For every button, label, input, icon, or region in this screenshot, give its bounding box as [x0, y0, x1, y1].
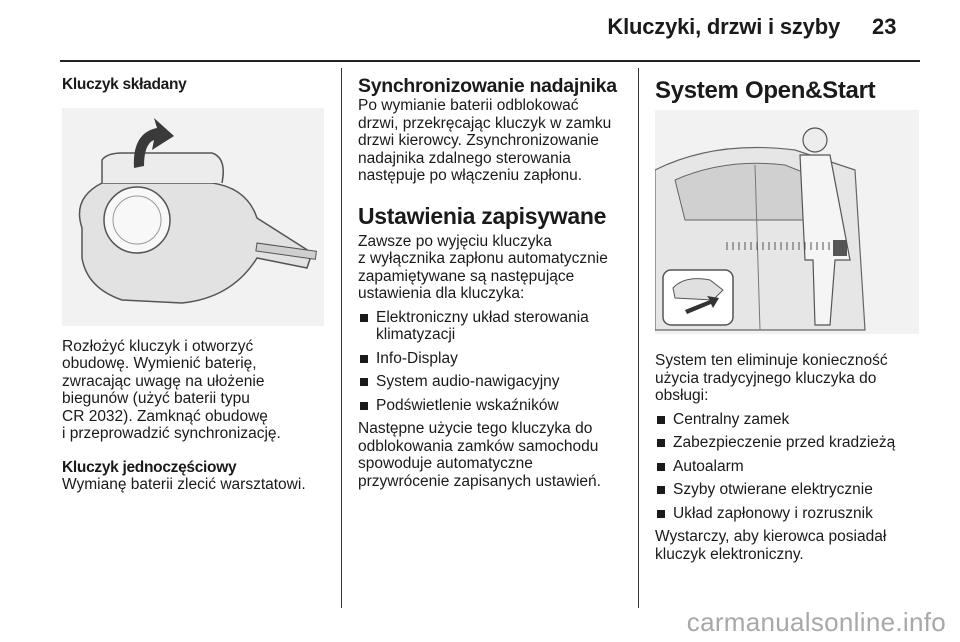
column-3: [655, 70, 920, 563]
bullet-square-icon: [360, 355, 368, 363]
bullet-square-icon: [657, 486, 665, 494]
key-battery-icon: [62, 108, 324, 326]
heading-saved-settings: Ustawienia zapisywane: [358, 202, 607, 229]
bullet-square-icon: [657, 439, 665, 447]
header-divider: [60, 60, 920, 62]
bullet-square-icon: [657, 510, 665, 518]
heading-one-piece-key: Kluczyk jednoczęściowy: [62, 458, 237, 476]
list-item: Info-Display: [358, 350, 624, 368]
column-divider-1: [341, 68, 342, 608]
list-item: Zabezpieczenie przed kradzieżą: [655, 434, 920, 452]
list-item: Autoalarm: [655, 458, 920, 476]
folding-key-instructions: Rozłożyć kluczyk i otworzyć obudowę. Wymienić baterię, zwracając uwagę na ułożenie biegunów (użyć baterii typu CR 2032). Zamknąć obudowę i przeprowadzić synchronizację.: [62, 337, 281, 442]
bullet-square-icon: [360, 402, 368, 410]
car-door-person-icon: [655, 110, 919, 334]
bullet-square-icon: [657, 463, 665, 471]
list-item: System audio-nawigacyjny: [358, 373, 624, 391]
bullet-square-icon: [657, 416, 665, 424]
open-start-illustration: [655, 110, 919, 334]
saved-settings-intro: Zawsze po wyjęciu kluczyka z wyłącznika zapłonu automatycznie zapamiętywane są następujące ustawienia dla kluczyka:: [358, 232, 608, 302]
column-2: [358, 70, 624, 490]
section-title: Kluczyki, drzwi i szyby: [607, 14, 840, 39]
folding-key-illustration: [62, 108, 324, 326]
bullet-square-icon: [360, 378, 368, 386]
saved-settings-list: [358, 309, 624, 415]
list-item: Szyby otwierane elektrycznie: [655, 481, 920, 499]
one-piece-key-text: Wymianę baterii zlecić warsztatowi.: [62, 476, 306, 493]
page-number: 23: [872, 14, 897, 39]
watermark: carmanualsonline.info: [686, 607, 946, 637]
open-start-list: [655, 411, 920, 523]
list-item: Podświetlenie wskaźników: [358, 397, 624, 415]
open-start-outro: Wystarczy, aby kierowca posiadał kluczyk elektroniczny.: [655, 528, 887, 563]
open-start-intro: System ten eliminuje konieczność użycia tradycyjnego kluczyka do obsługi:: [655, 352, 888, 404]
heading-transmitter-sync: Synchronizowanie nadajnika: [358, 75, 617, 97]
column-1: [62, 70, 330, 494]
heading-folding-key: Kluczyk składany: [62, 76, 187, 93]
saved-settings-outro: Następne użycie tego kluczyka do odblokowania zamków samochodu spowoduje automatyczne przywrócenie zapisanych ustawień.: [358, 420, 601, 490]
list-item: Układ zapłonowy i rozrusznik: [655, 505, 920, 523]
heading-open-start: System Open&Start: [655, 77, 876, 104]
list-item: Elektroniczny układ sterowania klimatyzacji: [358, 309, 624, 344]
list-item: Centralny zamek: [655, 411, 920, 429]
column-divider-2: [638, 68, 639, 608]
transmitter-sync-text: Po wymianie baterii odblokować drzwi, przekręcając kluczyk w zamku drzwi kierowcy. Zsynchronizowanie nadajnika zdalnego sterowania następuje po włączeniu zapłonu.: [358, 97, 612, 184]
bullet-square-icon: [360, 314, 368, 322]
